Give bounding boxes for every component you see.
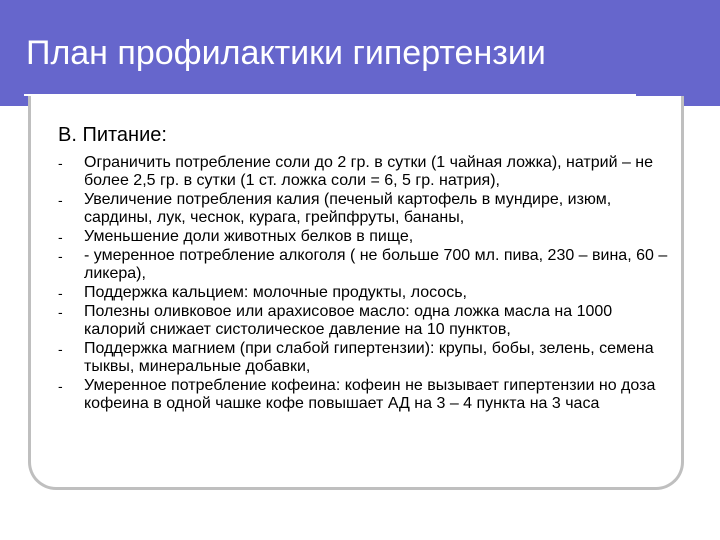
bullet-dash: - bbox=[58, 304, 63, 320]
bullet-dash: - bbox=[58, 285, 63, 301]
list-item-text: Полезны оливковое или арахисовое масло: одна ложка масла на 1000 калорий снижает систолическое давление на 10 пунктов, bbox=[84, 303, 613, 338]
bullet-dash: - bbox=[58, 341, 63, 357]
list-item-text: Умеренное потребление кофеина: кофеин не вызывает гипертензии но доза кофеина в одной чашке кофе повышает АД на 3 – 4 пункта на 3 часа bbox=[84, 377, 656, 412]
frame-notch bbox=[684, 96, 720, 106]
bullet-list bbox=[58, 154, 668, 414]
list-item-text: - умеренное потребление алкоголя ( не больше 700 мл. пива, 230 – вина, 60 – ликера), bbox=[84, 247, 668, 282]
list-item-text: Увеличение потребления калия (печеный картофель в мундире, изюм, сардины, лук, чеснок, курага, грейпфруты, бананы, bbox=[84, 191, 612, 226]
list-item bbox=[58, 191, 668, 227]
list-item bbox=[58, 154, 668, 190]
list-item bbox=[58, 340, 668, 376]
bullet-dash: - bbox=[58, 248, 63, 264]
bullet-dash: - bbox=[58, 229, 63, 245]
list-item-text: Поддержка магнием (при слабой гипертензии): крупы, бобы, зелень, семена тыквы, минеральные добавки, bbox=[84, 340, 654, 375]
slide-title: План профилактики гипертензии bbox=[26, 34, 546, 72]
list-item-text: Ограничить потребление соли до 2 гр. в сутки (1 чайная ложка), натрий – не более 2,5 гр. в сутки (1 ст. ложка соли = 6, 5 гр. натрия), bbox=[84, 154, 654, 189]
list-item bbox=[58, 284, 668, 302]
list-item-text: Поддержка кальцием: молочные продукты, лосось, bbox=[84, 284, 467, 301]
bullet-dash: - bbox=[58, 378, 63, 394]
bullet-dash: - bbox=[58, 155, 63, 171]
list-item bbox=[58, 377, 668, 413]
list-item bbox=[58, 303, 668, 339]
list-item bbox=[58, 247, 668, 283]
section-heading: В. Питание: bbox=[58, 124, 167, 146]
bullet-dash: - bbox=[58, 192, 63, 208]
list-item bbox=[58, 228, 668, 246]
list-item-text: Уменьшение доли животных белков в пище, bbox=[84, 228, 414, 245]
